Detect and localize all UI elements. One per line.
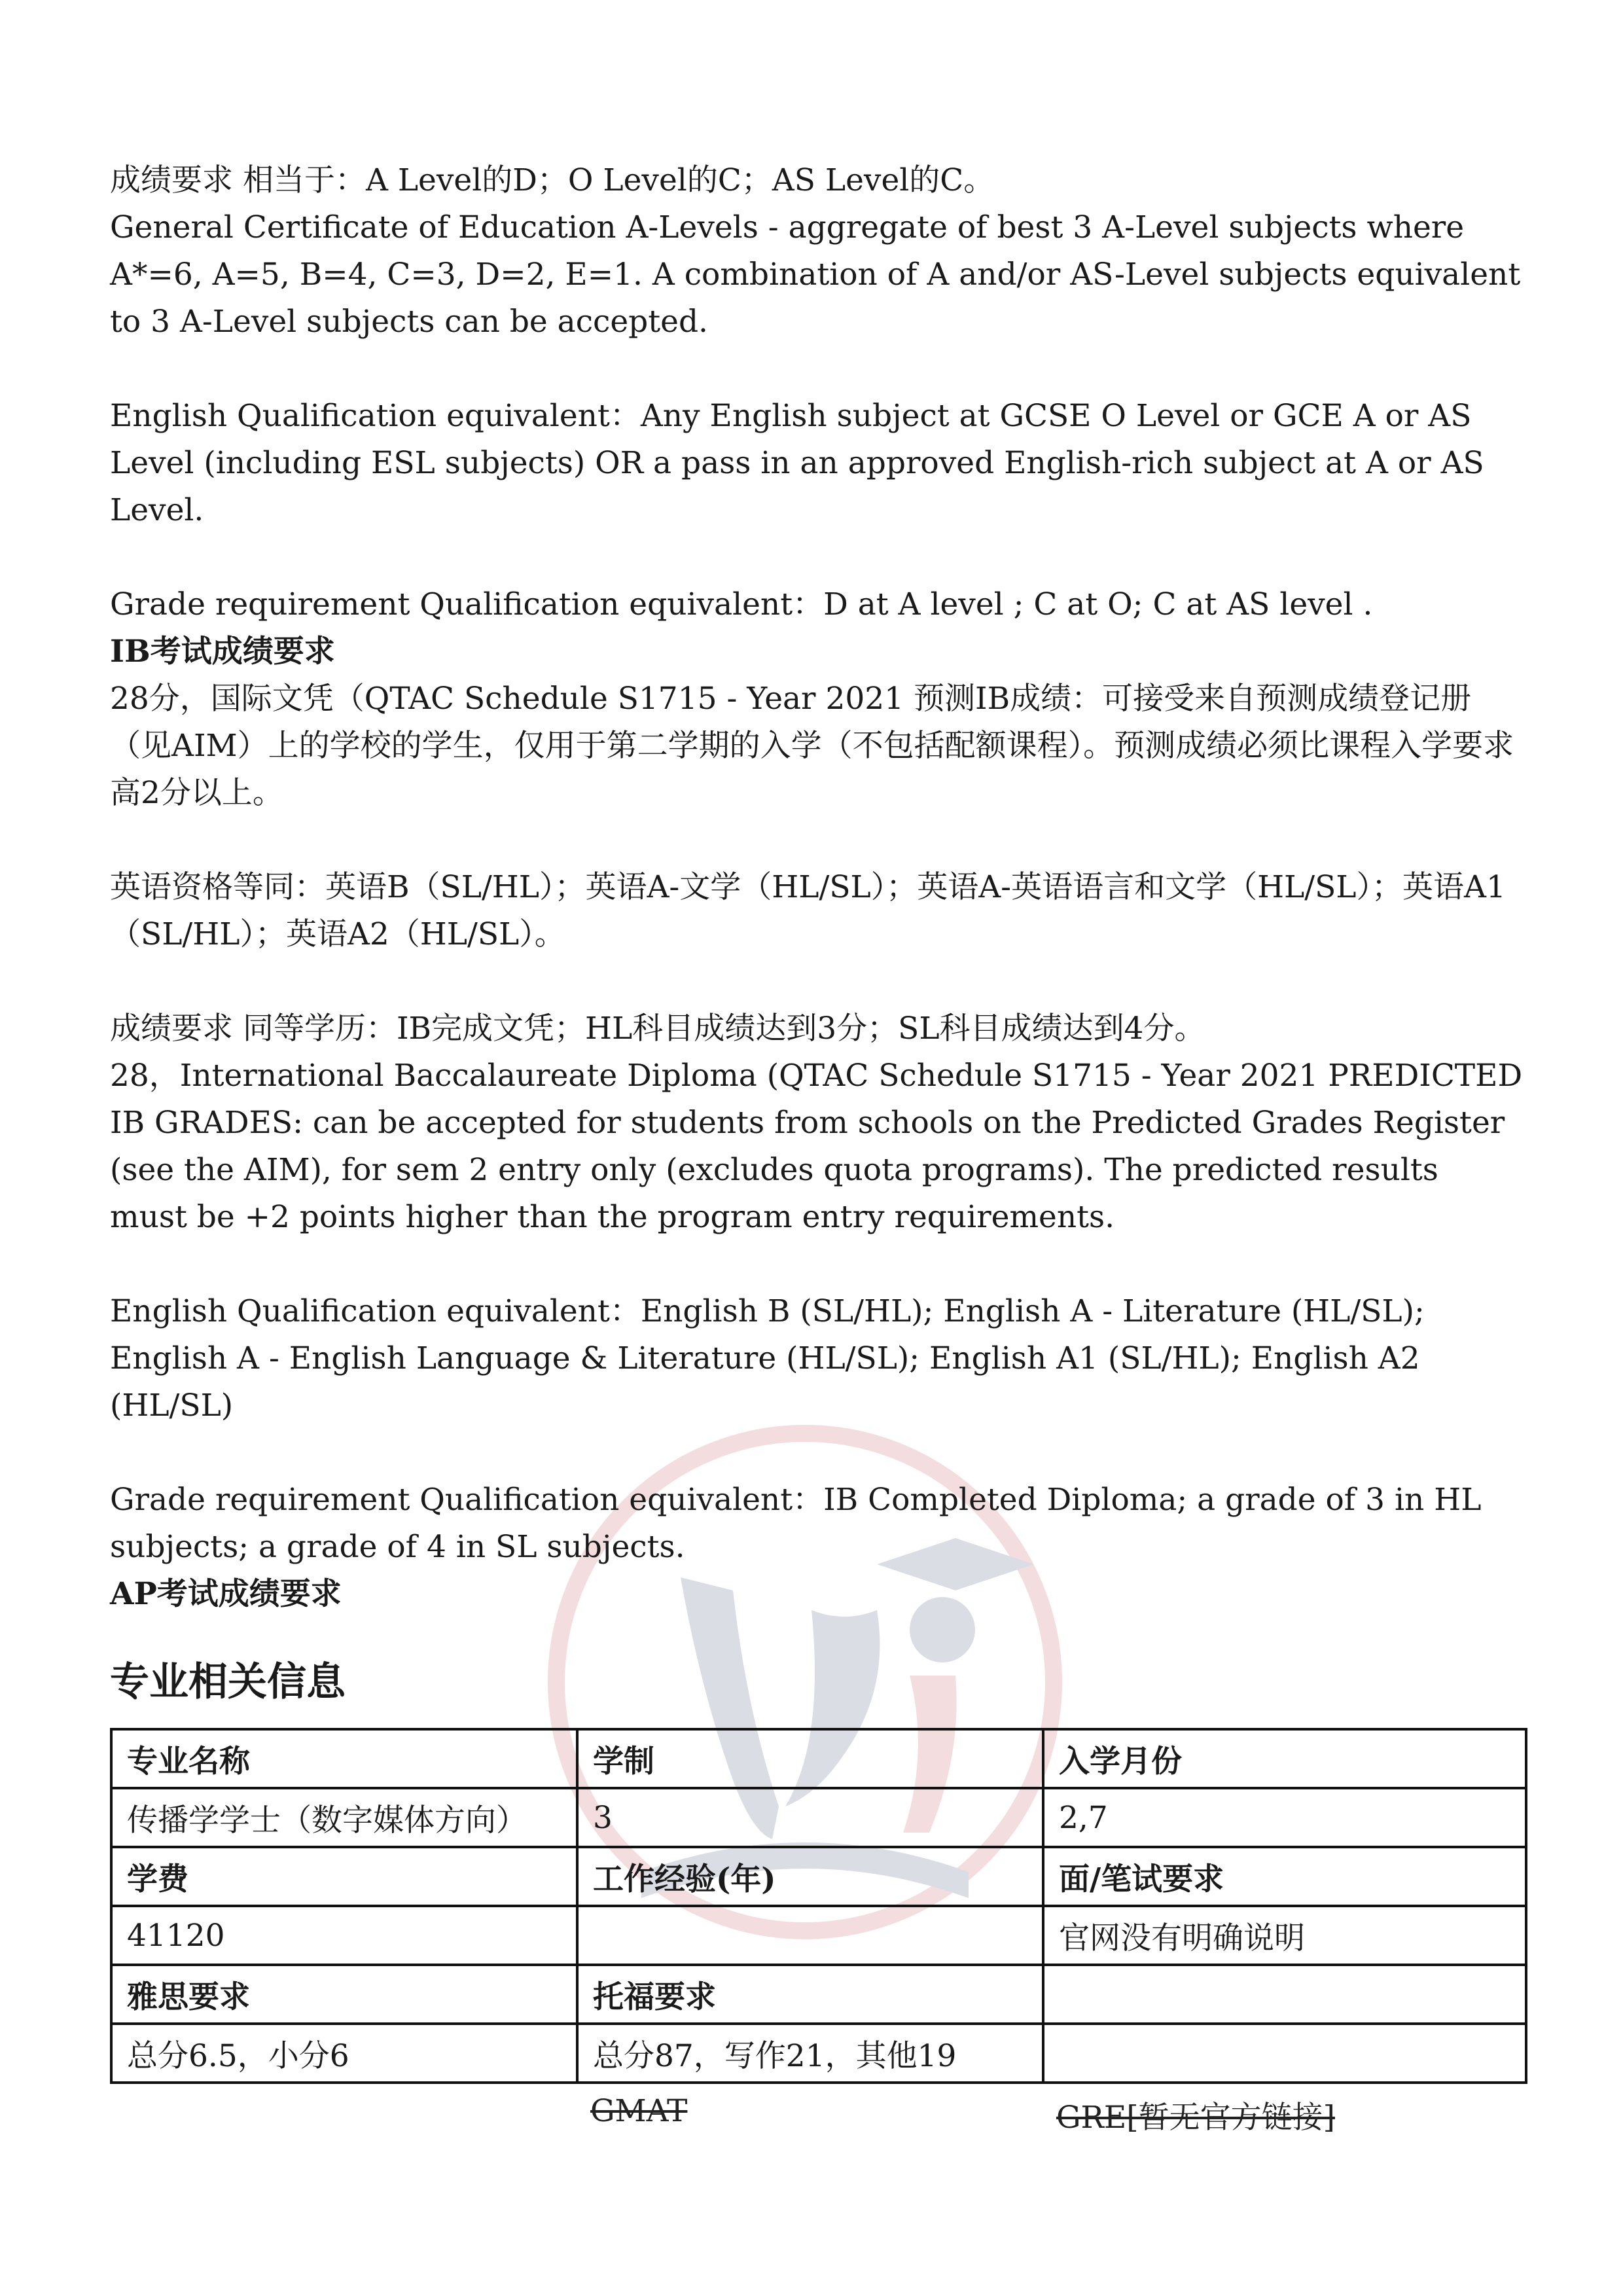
label-work-experience: 工作经验(年) [577,1847,1043,1906]
ib-cn-grade: 成绩要求 同等学历：IB完成文凭；HL科目成绩达到3分；SL科目成绩达到4分。 [110,1011,1205,1047]
strikethrough-row [110,2084,1524,2140]
table-row [111,2024,1526,2083]
gmat-label: GMAT [590,2093,688,2129]
table-row [111,1729,1526,1788]
table-row [111,1847,1526,1906]
ib-heading: IB考试成绩要求 [110,634,335,670]
label-interview: 面/笔试要求 [1043,1847,1526,1906]
empty-cell [1043,2024,1526,2083]
value-tuition: 41120 [111,1906,577,1965]
value-ielts: 总分6.5，小分6 [111,2024,577,2083]
label-program-name: 专业名称 [111,1729,577,1788]
ib-en-english: English Qualification equivalent：English B (SL/HL); English A - Literature (HL/SL); English A - English Language & Literature (HL/SL); English A1 (SL/HL); English A2 (HL/SL) [110,1293,1435,1424]
empty-cell [1043,1965,1526,2024]
document-body [110,157,1533,2140]
alevel-cn-grade: 成绩要求 相当于：A Level的D；O Level的C；AS Level的C。 [110,162,995,198]
table-row [111,1788,1526,1847]
table-row [111,1965,1526,2024]
ib-en-grade: Grade requirement Qualification equivalent：IB Completed Diploma; a grade of 3 in HL subjects; a grade of 4 in SL subjects. [110,1482,1491,1565]
ap-heading: AP考试成绩要求 [110,1576,342,1612]
ib-cn-english: 英语资格等同：英语B（SL/HL）；英语A-文学（HL/SL）；英语A-英语语言和文学（HL/SL）；英语A1（SL/HL）；英语A2（HL/SL）。 [110,869,1506,952]
program-info-table [110,1728,1527,2084]
label-intake: 入学月份 [1043,1729,1526,1788]
value-interview: 官网没有明确说明 [1043,1906,1526,1965]
table-row [111,1906,1526,1965]
ib-en-desc: 28，International Baccalaureate Diploma (QTAC Schedule S1715 - Year 2021 PREDICTED IB GRADES: can be accepted for students from schools on the Predicted Grades Register (see the AIM), for sem 2 entry only (excludes quota programs). The predicted results must be +2 points higher than the program entry requirements. [110,1058,1533,1235]
gre-label: GRE[暂无官方链接] [1056,2100,1335,2136]
value-intake: 2,7 [1043,1788,1526,1847]
value-program-name: 传播学学士（数字媒体方向） [111,1788,577,1847]
label-ielts: 雅思要求 [111,1965,577,2024]
value-duration: 3 [577,1788,1043,1847]
program-section-title: 专业相关信息 [110,1659,346,1705]
label-duration: 学制 [577,1729,1043,1788]
alevel-en-english: English Qualification equivalent：Any English subject at GCSE O Level or GCE A or AS Level (including ESL subjects) OR a pass in an approved English-rich subject at A or AS Level. [110,398,1494,528]
value-work-experience [577,1906,1043,1965]
value-toefl: 总分87，写作21，其他19 [577,2024,1043,2083]
alevel-en-grade: Grade requirement Qualification equivalent：D at A level ; C at O; C at AS level . [110,586,1373,622]
alevel-en-desc: General Certificate of Education A-Levels - aggregate of best 3 A-Level subjects where A*=6, A=5, B=4, C=3, D=2, E=1. A combination of A and/or AS-Level subjects equivalent to 3 A-Level subjects can be accepted. [110,209,1531,340]
ib-cn-desc: 28分，国际文凭（QTAC Schedule S1715 - Year 2021 预测IB成绩：可接受来自预测成绩登记册（见AIM）上的学校的学生，仅用于第二学期的入学（不包括配额课程）。预测成绩必须比课程入学要求高2分以上。 [110,681,1514,811]
label-toefl: 托福要求 [577,1965,1043,2024]
label-tuition: 学费 [111,1847,577,1906]
